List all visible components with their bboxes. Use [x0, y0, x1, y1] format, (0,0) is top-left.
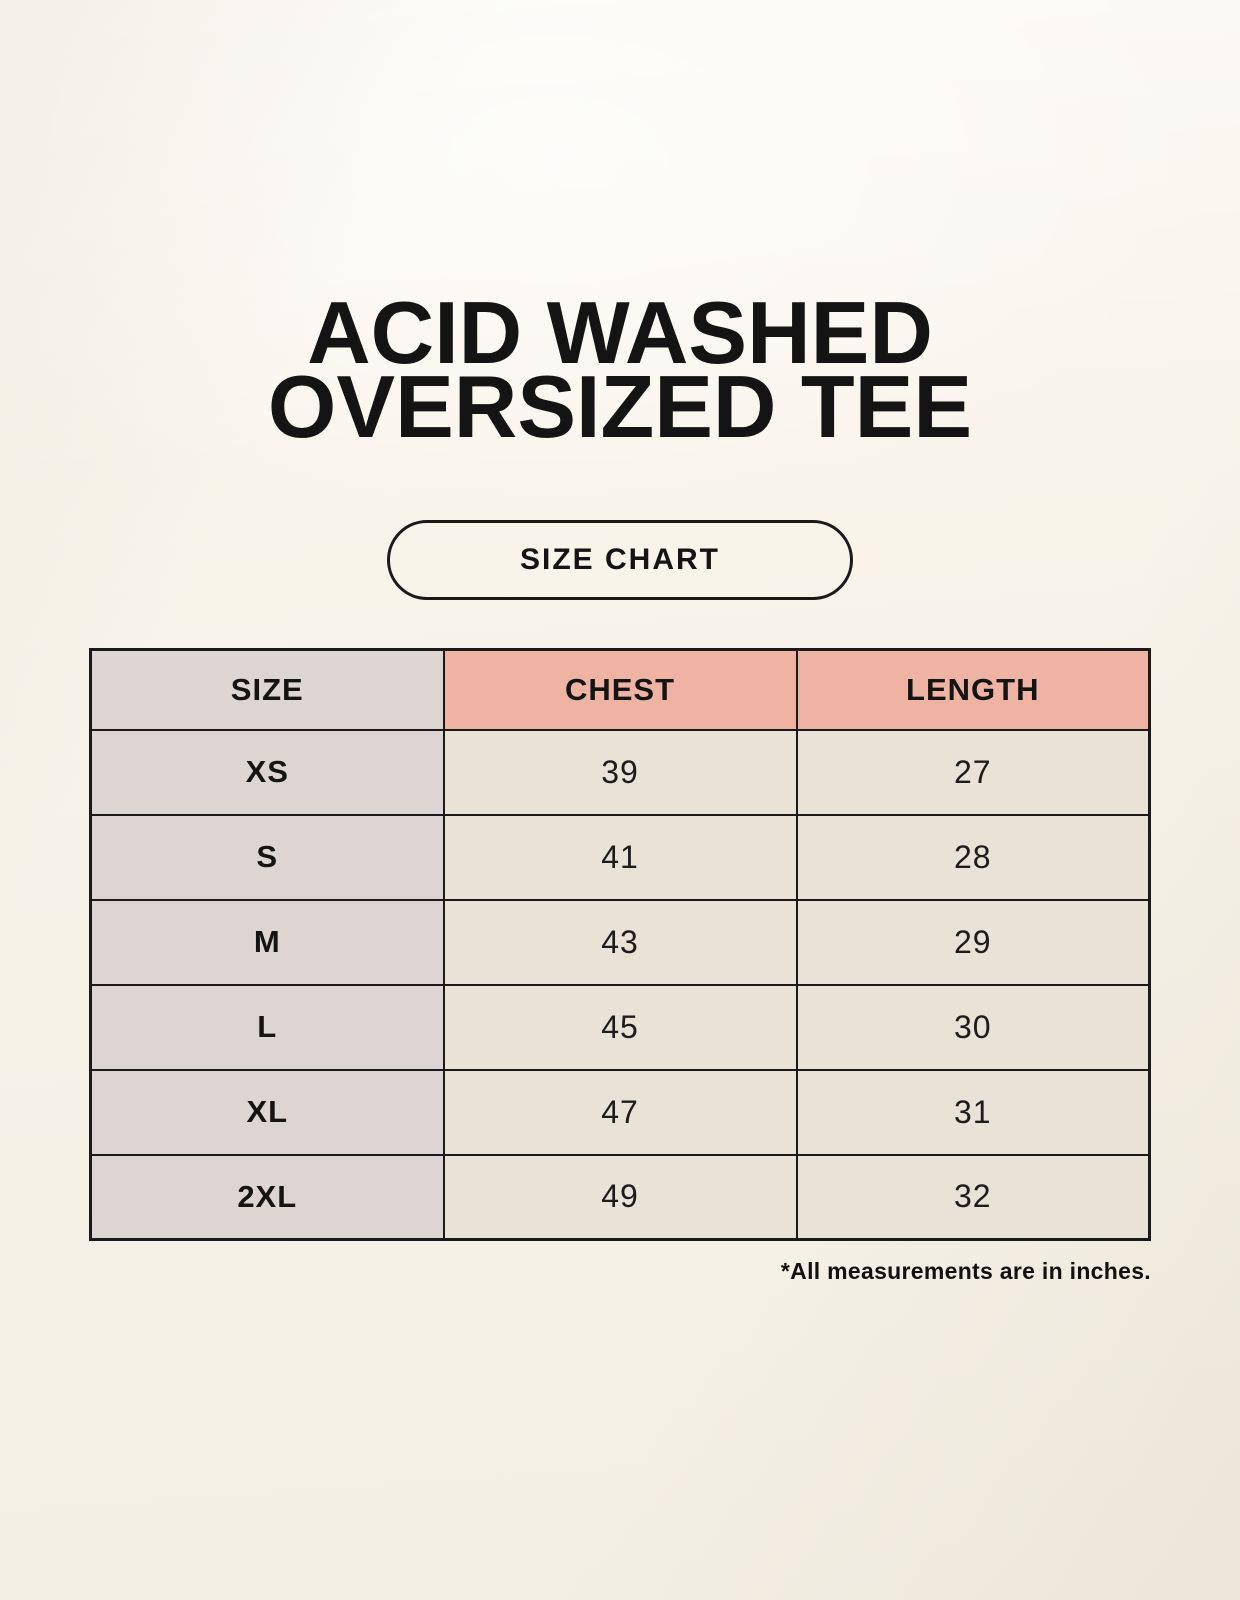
size-chart-table-body	[91, 730, 1150, 1240]
column-header-chest: CHEST	[444, 650, 797, 730]
table-row	[91, 900, 1150, 985]
size-cell: S	[91, 815, 444, 900]
size-chart-table-header	[91, 650, 1150, 730]
chest-cell: 45	[444, 985, 797, 1070]
size-cell: L	[91, 985, 444, 1070]
length-cell: 27	[797, 730, 1150, 815]
length-cell: 29	[797, 900, 1150, 985]
size-chart-table	[89, 648, 1151, 1241]
header-row	[91, 650, 1150, 730]
size-chart-button[interactable]	[387, 520, 853, 600]
size-cell: 2XL	[91, 1155, 444, 1240]
column-header-size: SIZE	[91, 650, 444, 730]
size-cell: XS	[91, 730, 444, 815]
size-cell: M	[91, 900, 444, 985]
table-row	[91, 985, 1150, 1070]
product-title	[0, 283, 1240, 456]
chest-cell: 47	[444, 1070, 797, 1155]
table-row	[91, 1070, 1150, 1155]
column-header-length: LENGTH	[797, 650, 1150, 730]
chest-cell: 41	[444, 815, 797, 900]
size-chart-button-label: SIZE CHART	[520, 543, 720, 576]
product-title-line1: ACID WASHED	[307, 283, 933, 382]
chest-cell: 39	[444, 730, 797, 815]
product-title-line2: OVERSIZED TEE	[267, 357, 973, 456]
length-cell: 31	[797, 1070, 1150, 1155]
table-row	[91, 815, 1150, 900]
chest-cell: 49	[444, 1155, 797, 1240]
length-cell: 30	[797, 985, 1150, 1070]
chest-cell: 43	[444, 900, 797, 985]
length-cell: 32	[797, 1155, 1150, 1240]
size-cell: XL	[91, 1070, 444, 1155]
measurements-footnote: *All measurements are in inches.	[780, 1258, 1151, 1284]
table-row	[91, 730, 1150, 815]
table-row	[91, 1155, 1150, 1240]
length-cell: 28	[797, 815, 1150, 900]
